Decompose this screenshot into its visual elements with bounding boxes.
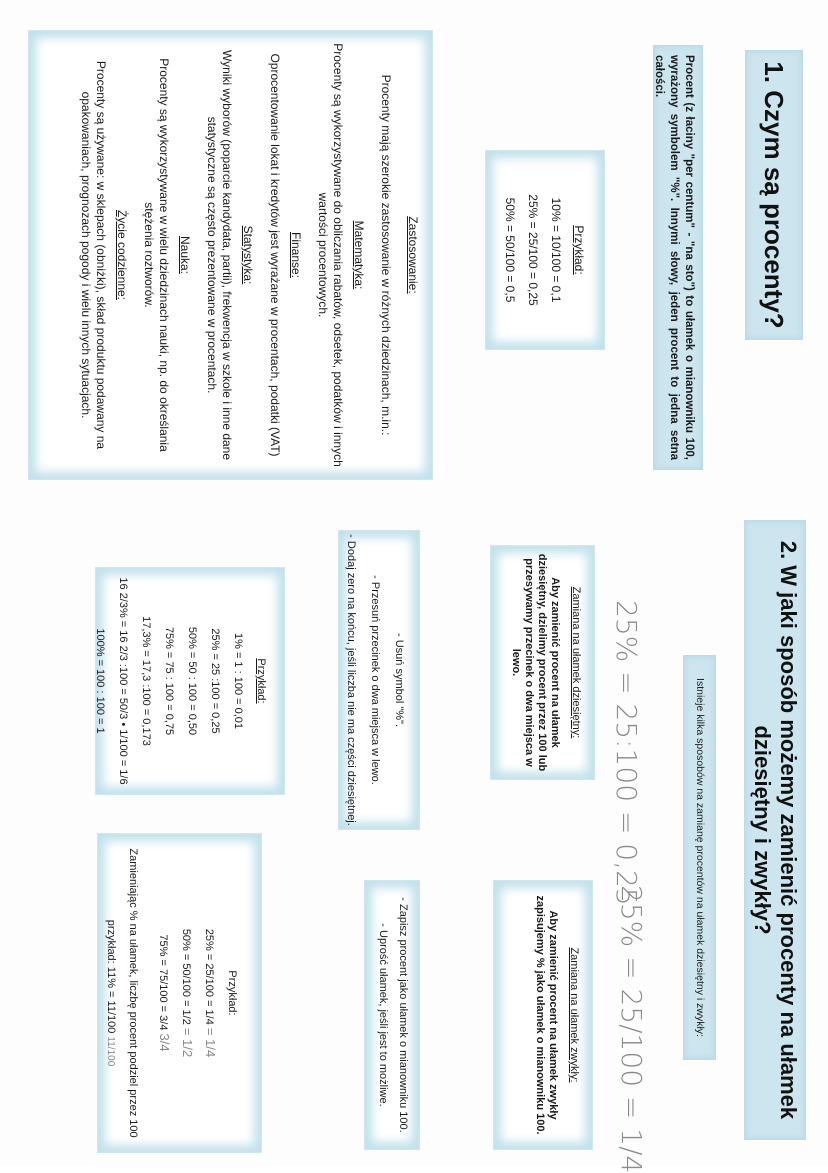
decimal-heading: Zamiana na ułamek dziesiętny:	[570, 586, 582, 739]
example-line: 75% = 75 : 100 = 0,75	[163, 626, 175, 736]
handwritten-note: 11/100	[105, 1036, 116, 1067]
example-line	[152, 834, 175, 1152]
fraction-example-box	[97, 833, 262, 1153]
handwritten-decimal-example: 25% = 25:100 = 0,25	[610, 600, 643, 906]
section1-title: 1. Czym są procenty?	[745, 50, 803, 340]
example-text: 25% = 25/100 = 1/4	[203, 928, 215, 1025]
example-line	[175, 834, 198, 1152]
example-line: 10% = 10/100 = 0,1	[549, 197, 563, 303]
example-box-1	[485, 150, 605, 350]
application-heading: Nauka:	[178, 235, 192, 275]
application-heading: Statystyka:	[241, 225, 255, 285]
application-heading: Matematyka:	[352, 220, 366, 290]
step: - Uprość ułamek, jeśli jest to możliwe.	[377, 923, 389, 1107]
example-text: 75% = 75/100 = 3/4	[157, 934, 169, 1031]
example-line: 100% = 100 : 100 = 1	[94, 628, 106, 734]
fraction-rule: Aby zamienić procent na ułamek zwykły zapisujemy % jako ułamek o mianowniku 100.	[534, 895, 559, 1135]
application-heading: Życie codzienne:	[115, 209, 129, 301]
applications-intro: Procenty mają szerokie zastosowanie w różnych dziedzinach, m.in.:	[379, 74, 393, 436]
example-line: 25% = 25 :100 = 0,25	[209, 628, 221, 734]
handwritten-note: = 1/4	[203, 1027, 218, 1058]
example-line: 25% = 25/100 = 0,25	[526, 194, 540, 306]
step: - Zapisz procent jako ułamek o mianowniku 100.	[397, 897, 409, 1133]
handwritten-fraction-example: 25% = 25/100 = 1/4	[615, 885, 648, 1173]
handwritten-note: = 1/2	[180, 1027, 195, 1058]
step: - Dodaj zero na końcu, jeśli liczba nie ma części dziesiętnej.	[345, 534, 357, 826]
application-text: Wyniki wyborów (poparcie kandydata, partii), frekwencja w szkole i inne dane statystyczne są często prezentowane w procentach.	[205, 49, 234, 461]
definition-box: Procent (z łaciny "per centum" - "na sto") to ułamek o mianowniku 100, wyrażony symbolem "%". Innymi słowy, jeden procent to jedna setna całości.	[653, 45, 703, 470]
section2-title: 2. W jaki sposób możemy zamienić procenty na ułamek dziesiętny i zwykły?	[744, 520, 806, 1140]
example-text: przykład: 11% = 11/100	[105, 919, 117, 1034]
example-line: 50% = 50/100 = 0,5	[503, 197, 517, 303]
handwritten-note: 3/4	[157, 1033, 172, 1052]
decimal-conversion-box	[490, 545, 595, 780]
example-heading: Przykład:	[255, 658, 267, 704]
example-line: 50% = 50 : 100 = 0,50	[186, 626, 198, 736]
example-heading: Przykład:	[572, 225, 586, 275]
decimal-example-box	[95, 567, 285, 795]
decimal-steps-box	[338, 530, 420, 830]
application-text: Procenty są wykorzystywane w wielu dziedzinach nauki, np. do określania stężenia roztworów.	[142, 58, 171, 452]
example-text: 50% = 50/100 = 1/2	[180, 928, 192, 1025]
step: - Usuń symbol "%".	[393, 633, 405, 727]
applications-heading: Zastosowanie:	[406, 216, 420, 294]
example-line: 17,3% = 17,3 :100 = 0,173	[140, 616, 152, 746]
final-example	[99, 834, 122, 1152]
application-text: Procenty są wykorzystywane do obliczania rabatów, odsetek, podatków i innych wartości procentowych.	[316, 43, 345, 467]
example-line	[198, 834, 221, 1152]
example-heading: Przykład:	[226, 970, 238, 1016]
fraction-heading: Zamiana na ułamek zwykły:	[568, 947, 580, 1083]
example-line: 16 2/3% = 16 2/3 :100 = 50/3 • 1/100 = 1/6	[117, 577, 129, 785]
fraction-conversion-box	[493, 880, 593, 1150]
step: - Przesuń przecinek o dwa miejsca w lewo.	[369, 575, 381, 785]
fraction-steps-box	[364, 880, 420, 1150]
application-text: Procenty są używane: w sklepach (obniżki), skład produktu podawany na opakowaniach, prognozach pogody i wielu innych sytuacjach.	[79, 60, 108, 450]
fraction-rule-note: Zamieniając % na ułamek, liczbę procent podziel przez 100	[127, 848, 139, 1138]
applications-box	[28, 30, 433, 480]
application-heading: Finanse:	[289, 231, 303, 279]
decimal-rule: Aby zamienić procent na ułamek dziesiętny, dzielimy procent przez 100 lub przesywamy przecinek o dwa miejsca w lewo.	[510, 553, 561, 772]
example-line: 1% = 1 : 100 = 0,01	[232, 632, 244, 730]
application-text: Oprocentowanie lokat i kredytów jest wyrażane w procentach, podatki (VAT)	[268, 53, 282, 457]
section2-intro: Istnieje kilka sposobów na zamianę procentów na ułamek dziesiętny i zwykły:	[683, 655, 716, 1060]
